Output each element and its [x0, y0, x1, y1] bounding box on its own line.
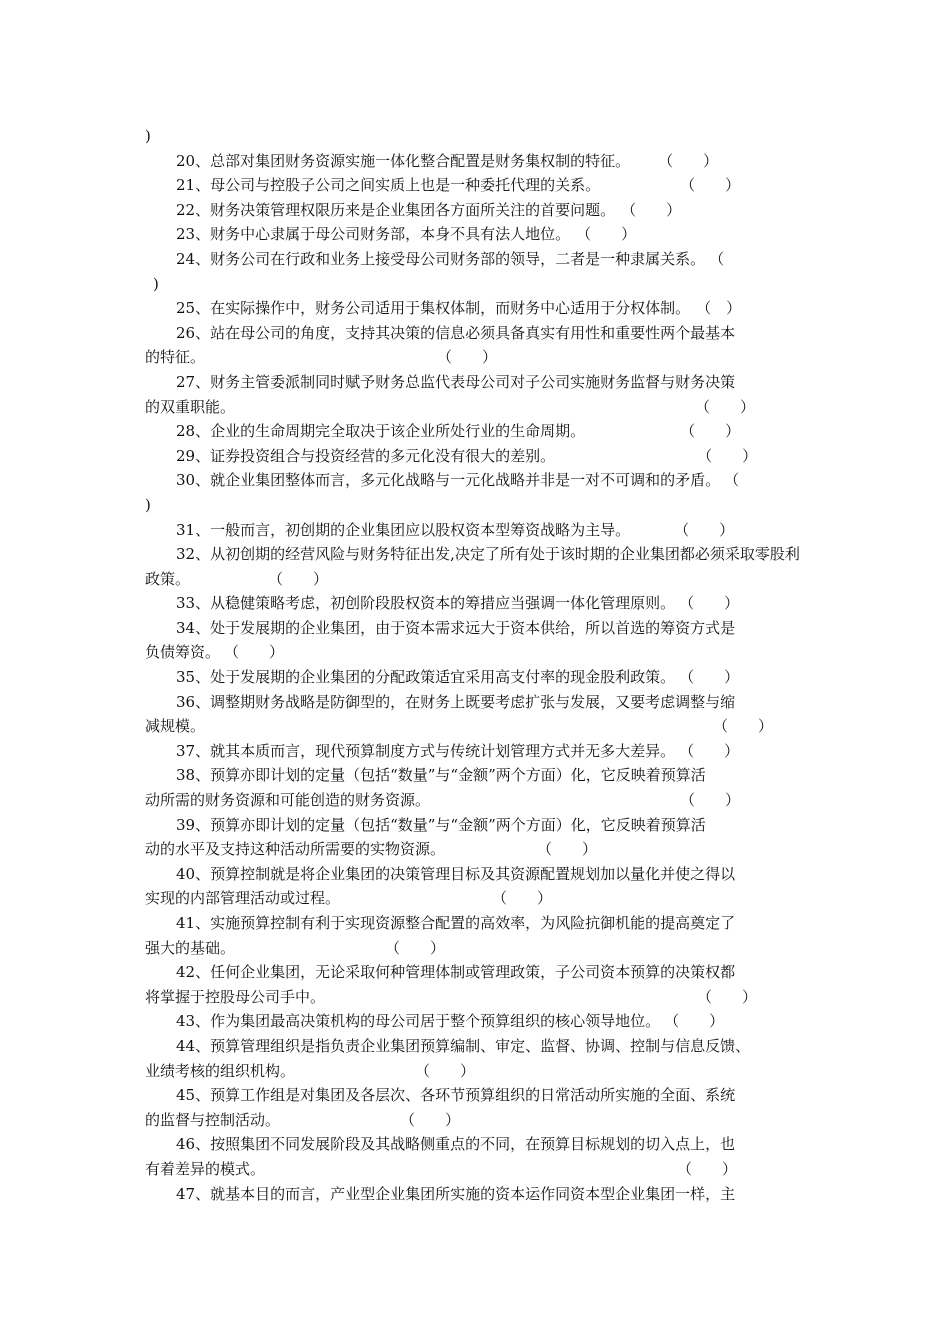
answer-blank: （ ）: [713, 717, 774, 736]
question-line: [145, 1034, 885, 1059]
answer-blank: （ ）: [697, 446, 758, 465]
answer-blank: （ ）: [537, 840, 598, 859]
question-line: [145, 198, 885, 223]
question-text: 25、在实际操作中，财务公司适用于集权体制，而财务中心适用于分权体制。: [176, 299, 691, 318]
question-text: 33、从稳健策略考虑，初创阶段股权资本的筹措应当强调一体化管理原则。: [176, 594, 676, 613]
question-line: [145, 690, 885, 715]
question-line: [145, 1182, 885, 1207]
question-line: [145, 985, 885, 1010]
question-text: 24、财务公司在行政和业务上接受母公司财务部的领导，二者是一种隶属关系。: [176, 249, 706, 268]
question-line: [145, 493, 885, 518]
question-text: 的监督与控制活动。: [145, 1110, 281, 1129]
question-line: [145, 296, 885, 321]
answer-blank: （ ）: [679, 741, 740, 760]
question-text: 39、预算亦即计划的定量（包括“数量”与“金额”两个方面）化，它反映着预算活: [176, 815, 706, 834]
question-line: [145, 911, 885, 936]
question-line: [145, 518, 885, 543]
answer-blank: （ ）: [621, 200, 682, 219]
question-line: [145, 222, 885, 247]
question-text: 47、就基本目的而言，产业型企业集团所实施的资本运作同资本型企业集团一样，主: [176, 1184, 736, 1203]
question-line: [145, 1132, 885, 1157]
question-line: [145, 124, 885, 149]
question-text: 38、预算亦即计划的定量（包括“数量”与“金额”两个方面）化，它反映着预算活: [176, 766, 706, 785]
question-line: [145, 444, 885, 469]
question-text: 负债筹资。: [145, 643, 221, 662]
question-line: [145, 616, 885, 641]
question-line: [145, 591, 885, 616]
question-line: [145, 395, 885, 420]
question-line: [145, 1083, 885, 1108]
question-line: [145, 468, 885, 493]
question-line: [145, 149, 885, 174]
question-text: 26、站在母公司的角度，支持其决策的信息必须具备真实有用性和重要性两个最基本: [176, 323, 736, 342]
answer-blank: （ ）: [437, 348, 498, 367]
answer-blank: （ ）: [695, 397, 756, 416]
question-text: 动所需的财务资源和可能创造的财务资源。: [145, 791, 431, 810]
question-text: 36、调整期财务战略是防御型的，在财务上既要考虑扩张与发展，又要考虑调整与缩: [176, 692, 736, 711]
question-line: [145, 739, 885, 764]
question-line: [145, 862, 885, 887]
question-text: 32、从初创期的经营风险与财务特征出发,决定了所有处于该时期的企业集团都必须采取零股利: [176, 545, 800, 564]
question-text: 42、任何企业集团，无论采取何种管理体制或管理政策，子公司资本预算的决策权都: [176, 963, 736, 982]
question-text: ): [153, 274, 159, 293]
question-line: [145, 1108, 885, 1133]
question-list: [145, 124, 885, 1206]
question-line: [145, 813, 885, 838]
question-text: 业绩考核的组织机构。: [145, 1061, 296, 1080]
answer-blank: （ ）: [680, 422, 741, 441]
question-text: 将掌握于控股母公司手中。: [145, 987, 326, 1006]
question-text: 45、预算工作组是对集团及各层次、各环节预算组织的日常活动所实施的全面、系统: [176, 1086, 736, 1105]
question-text: 减规模。: [145, 717, 206, 736]
question-text: 29、证券投资组合与投资经营的多元化没有很大的差别。: [176, 446, 556, 465]
answer-blank: （ ）: [576, 225, 637, 244]
question-line: [145, 640, 885, 665]
question-text: 的特征。: [145, 348, 206, 367]
question-text: 46、按照集团不同发展阶段及其战略侧重点的不同，在预算目标规划的切入点上，也: [176, 1135, 736, 1154]
question-text: 30、就企业集团整体而言，多元化战略与一元化战略并非是一对不可调和的矛盾。: [176, 471, 721, 490]
question-line: [145, 936, 885, 961]
question-text: 23、财务中心隶属于母公司财务部，本身不具有法人地位。: [176, 225, 571, 244]
answer-blank: （ ）: [696, 299, 742, 318]
question-line: [145, 345, 885, 370]
question-line: [145, 714, 885, 739]
question-text: ): [145, 127, 151, 145]
question-text: 37、就其本质而言，现代预算制度方式与传统计划管理方式并无多大差异。: [176, 741, 676, 760]
answer-blank: （ ）: [679, 594, 740, 613]
answer-blank: （ ）: [680, 176, 741, 195]
answer-blank: （: [709, 249, 725, 268]
answer-blank: （ ）: [385, 938, 446, 957]
question-line: [145, 788, 885, 813]
question-text: 有着差异的模式。: [145, 1159, 266, 1178]
question-text: 44、预算管理组织是指负责企业集团预算编制、审定、监督、协调、控制与信息反馈、: [176, 1036, 751, 1055]
question-text: 20、总部对集团财务资源实施一体化整合配置是财务集权制的特征。: [176, 151, 631, 170]
question-line: [145, 419, 885, 444]
question-text: 41、实施预算控制有利于实现资源整合配置的高效率，为风险抗御机能的提高奠定了: [176, 914, 736, 932]
answer-blank: （ ）: [674, 520, 735, 539]
question-line: [145, 173, 885, 198]
question-text: 31、一般而言，初创期的企业集团应以股权资本型筹资战略为主导。: [176, 520, 631, 539]
question-text: 27、财务主管委派制同时赋予财务总监代表母公司对子公司实施财务监督与财务决策: [176, 372, 736, 391]
question-text: 34、处于发展期的企业集团，由于资本需求远大于资本供给，所以首选的筹资方式是: [176, 618, 736, 637]
question-line: [145, 247, 885, 272]
question-line: [145, 665, 885, 690]
question-text: 21、母公司与控股子公司之间实质上也是一种委托代理的关系。: [176, 176, 601, 195]
answer-blank: （ ）: [492, 889, 553, 908]
answer-blank: （ ）: [680, 791, 741, 810]
answer-blank: （ ）: [677, 1159, 738, 1178]
question-text: 动的水平及支持这种活动所需要的实物资源。: [145, 840, 446, 859]
question-line: [145, 886, 885, 911]
question-text: 22、财务决策管理权限历来是企业集团各方面所关注的首要问题。: [176, 200, 616, 219]
question-line: [145, 321, 885, 346]
question-line: [145, 542, 885, 567]
answer-blank: （ ）: [415, 1061, 476, 1080]
question-text: 强大的基础。: [145, 938, 236, 957]
answer-blank: （ ）: [224, 643, 285, 662]
question-line: [145, 837, 885, 862]
question-text: 43、作为集团最高决策机构的母公司居于整个预算组织的核心领导地位。: [176, 1012, 661, 1031]
question-line: [145, 1157, 885, 1182]
question-line: [145, 567, 885, 592]
question-text: 35、处于发展期的企业集团的分配政策适宜采用高支付率的现金股利政策。: [176, 668, 676, 687]
question-text: 的双重职能。: [145, 397, 236, 416]
answer-blank: （ ）: [658, 151, 719, 170]
question-text: 实现的内部管理活动或过程。: [145, 889, 341, 908]
question-line: [145, 272, 885, 297]
answer-blank: （: [724, 471, 740, 490]
question-line: [145, 1009, 885, 1034]
question-text: 28、企业的生命周期完全取决于该企业所处行业的生命周期。: [176, 422, 586, 441]
question-text: ): [145, 495, 151, 514]
question-text: 40、预算控制就是将企业集团的决策管理目标及其资源配置规划加以量化并使之得以: [176, 864, 736, 883]
question-text: 政策。: [145, 569, 191, 588]
answer-blank: （ ）: [697, 987, 758, 1006]
question-line: [145, 370, 885, 395]
question-line: [145, 763, 885, 788]
question-line: [145, 1059, 885, 1084]
answer-blank: （ ）: [664, 1012, 725, 1031]
answer-blank: （ ）: [268, 569, 329, 588]
answer-blank: （ ）: [400, 1110, 461, 1129]
answer-blank: （ ）: [679, 668, 740, 687]
question-line: [145, 960, 885, 985]
